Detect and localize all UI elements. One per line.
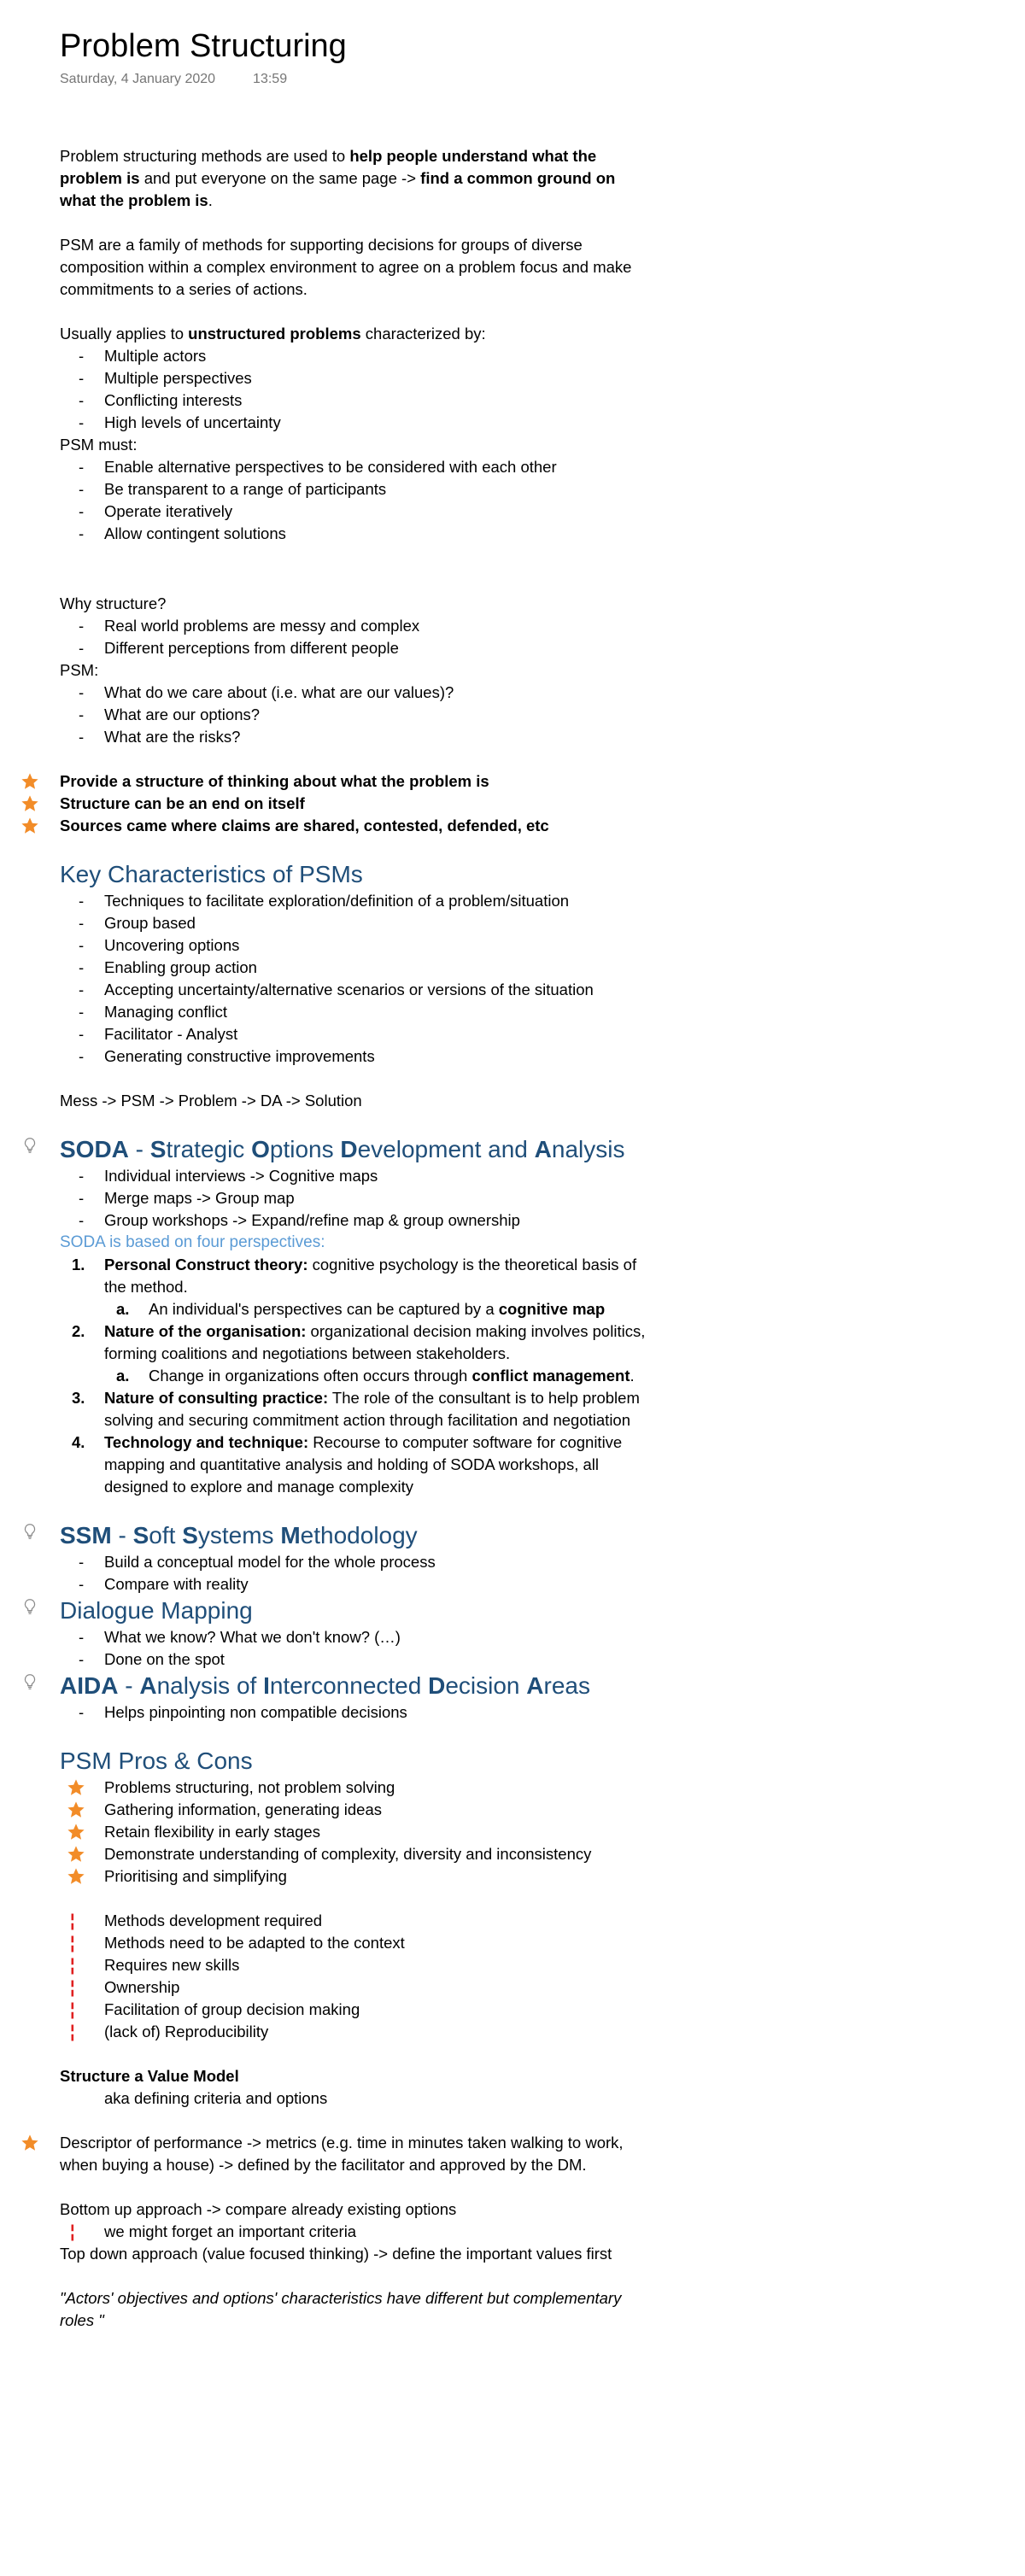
list-item: 4. Technology and technique: Recourse to computer software for cognitive mapping and quantitative analysis and holding of SODA workshops, all designed to explore and manage complexity [72, 1433, 623, 1496]
list-item: - High levels of uncertainty [60, 412, 649, 434]
list-item: - What do we care about (i.e. what are our values)? [60, 682, 649, 704]
list-item: - Helps pinpointing non compatible decisions [60, 1701, 649, 1724]
dialogue-mapping-heading: Dialogue Mapping [60, 1595, 649, 1626]
con-item: ¦ Ownership [70, 1978, 180, 1997]
exclamation-icon: ¦ [70, 1956, 75, 1975]
pros-list [60, 1777, 649, 1888]
list-item: - Generating constructive improvements [60, 1045, 649, 1068]
list-item: - Done on the spot [60, 1648, 649, 1671]
process-flow: Mess -> PSM -> Problem -> DA -> Solution [60, 1092, 362, 1109]
list-item: - Compare with reality [60, 1573, 649, 1595]
aida-list [60, 1701, 649, 1724]
exclamation-icon: ¦ [70, 1934, 75, 1952]
cons-list [60, 1910, 649, 2043]
list-item: 2. Nature of the organisation: organizational decision making involves politics, forming coalitions and negotiations between stakeholders. a. Change in organizations often occurs through conflict management. [60, 1320, 649, 1387]
soda-perspectives-list [60, 1254, 649, 1498]
psm-label: PSM: [60, 661, 99, 679]
list-item: - Operate iteratively [60, 501, 649, 523]
list-item: 1. Personal Construct theory: cognitive psychology is the theoretical basis of the method. a. An individual's perspectives can be captured by a cognitive map [60, 1254, 649, 1320]
dialogue-mapping-list [60, 1626, 649, 1671]
top-down-approach: Top down approach (value focused thinking) -> define the important values first [60, 2245, 612, 2263]
con-item: ¦ Methods need to be adapted to the context [70, 1934, 405, 1952]
list-item: - Managing conflict [60, 1001, 649, 1023]
list-item: a. Change in organizations often occurs through conflict management. [116, 1367, 635, 1385]
list-item: - What are our options? [60, 704, 649, 726]
psm-questions [60, 682, 649, 748]
pro-item: Demonstrate understanding of complexity, diversity and inconsistency [60, 1843, 649, 1865]
ssm-list [60, 1551, 649, 1595]
value-model-aka: aka defining criteria and options [104, 2089, 328, 2107]
list-item: - Enable alternative perspectives to be considered with each other [60, 456, 649, 478]
list-item: - Uncovering options [60, 934, 649, 957]
psm-must-list [60, 456, 649, 545]
value-model-heading: Structure a Value Model [60, 2067, 239, 2085]
con-item: ¦ Methods development required [70, 1912, 323, 1930]
exclamation-icon: ¦ [70, 2023, 75, 2041]
pro-item: Problems structuring, not problem solving [60, 1777, 649, 1799]
list-item: - What are the risks? [60, 726, 649, 748]
pro-item: Retain flexibility in early stages [60, 1821, 649, 1843]
star-icon [67, 1823, 85, 1841]
exclamation-icon: ¦ [70, 2000, 75, 2019]
star-icon [67, 1800, 85, 1819]
list-item: - Techniques to facilitate exploration/definition of a problem/situation [60, 890, 649, 912]
list-item: - Enabling group action [60, 957, 649, 979]
list-item: - What we know? What we don't know? (…) [60, 1626, 649, 1648]
list-item: - Conflicting interests [60, 389, 649, 412]
list-item: - Multiple actors [60, 345, 649, 367]
unstructured-intro: Usually applies to unstructured problems characterized by: [60, 325, 486, 342]
list-item: - Group workshops -> Expand/refine map & group ownership [60, 1209, 649, 1232]
list-item: - Facilitator - Analyst [60, 1023, 649, 1045]
bottom-up-approach: Bottom up approach -> compare already existing options [60, 2200, 457, 2218]
ssm-section-heading: SSM - Soft Systems Methodology [60, 1520, 649, 1551]
why-label: Why structure? [60, 594, 167, 612]
starred-note: Provide a structure of thinking about what the problem is [60, 770, 649, 793]
list-item: - Allow contingent solutions [60, 523, 649, 545]
list-item: - Group based [60, 912, 649, 934]
note-meta [60, 70, 649, 89]
lightbulb-icon [20, 1672, 39, 1691]
star-icon [20, 2134, 39, 2152]
pros-cons-heading: PSM Pros & Cons [60, 1748, 253, 1774]
list-item: 3. Nature of consulting practice: The role of the consultant is to help problem solving and securing commitment action through facilitation and negotiation [72, 1389, 640, 1429]
star-icon [20, 817, 39, 835]
psm-must-label: PSM must: [60, 436, 138, 454]
exclamation-icon: ¦ [70, 1978, 75, 1997]
list-item: - Multiple perspectives [60, 367, 649, 389]
star-icon [67, 1845, 85, 1864]
lightbulb-icon [20, 1522, 39, 1541]
starred-note: Descriptor of performance -> metrics (e.g. time in minutes taken walking to work, when buying a house) -> defined by the facilitator and approved by the DM. [60, 2132, 649, 2176]
aida-section-heading: AIDA - Analysis of Interconnected Decision Areas [60, 1671, 649, 1701]
unstructured-list [60, 345, 649, 434]
key-characteristics-heading: Key Characteristics of PSMs [60, 861, 363, 887]
starred-note: Structure can be an end on itself [60, 793, 649, 815]
quote: "Actors' objectives and options' characteristics have different but complementary roles " [60, 2289, 622, 2329]
list-item: - Real world problems are messy and complex [60, 615, 649, 637]
soda-list [60, 1165, 649, 1232]
con-item: ¦ (lack of) Reproducibility [70, 2023, 269, 2041]
con-item: ¦ Requires new skills [70, 1956, 240, 1975]
star-icon [67, 1867, 85, 1886]
psm-definition: PSM are a family of methods for supporting decisions for groups of diverse composition within a complex environment to agree on a problem focus and make commitments to a series of actions. [60, 236, 632, 298]
starred-note: Sources came where claims are shared, contested, defended, etc [60, 815, 649, 837]
key-characteristics-list [60, 890, 649, 1068]
list-item: a. An individual's perspectives can be captured by a cognitive map [116, 1300, 606, 1318]
soda-section-heading: SODA - Strategic Options Development and Analysis [60, 1134, 649, 1165]
note-page [60, 26, 649, 2332]
pro-item: Gathering information, generating ideas [60, 1799, 649, 1821]
page-title: Problem Structuring [60, 28, 347, 64]
list-item: - Build a conceptual model for the whole process [60, 1551, 649, 1573]
exclamation-icon: ¦ [70, 2222, 75, 2241]
lightbulb-icon [20, 1136, 39, 1155]
star-icon [20, 794, 39, 813]
soda-perspectives-subheading: SODA is based on four perspectives: [60, 1233, 325, 1251]
why-list [60, 615, 649, 659]
list-item: - Merge maps -> Group map [60, 1187, 649, 1209]
note-date: Saturday, 4 January 2020 [60, 72, 216, 86]
list-item: - Individual interviews -> Cognitive maps [60, 1165, 649, 1187]
intro-paragraph: Problem structuring methods are used to help people understand what the problem is and put everyone on the same page -> find a common ground on what the problem is. [60, 147, 616, 209]
lightbulb-icon [20, 1597, 39, 1616]
pro-item: Prioritising and simplifying [60, 1865, 649, 1888]
list-item: - Be transparent to a range of participants [60, 478, 649, 501]
list-item: - Accepting uncertainty/alternative scenarios or versions of the situation [60, 979, 649, 1001]
bottom-up-note: ¦ we might forget an important criteria [70, 2222, 357, 2241]
note-time: 13:59 [253, 72, 288, 86]
list-item: - Different perceptions from different people [60, 637, 649, 659]
star-icon [20, 772, 39, 791]
con-item: ¦ Facilitation of group decision making [70, 2000, 360, 2019]
star-icon [67, 1778, 85, 1797]
exclamation-icon: ¦ [70, 1912, 75, 1930]
